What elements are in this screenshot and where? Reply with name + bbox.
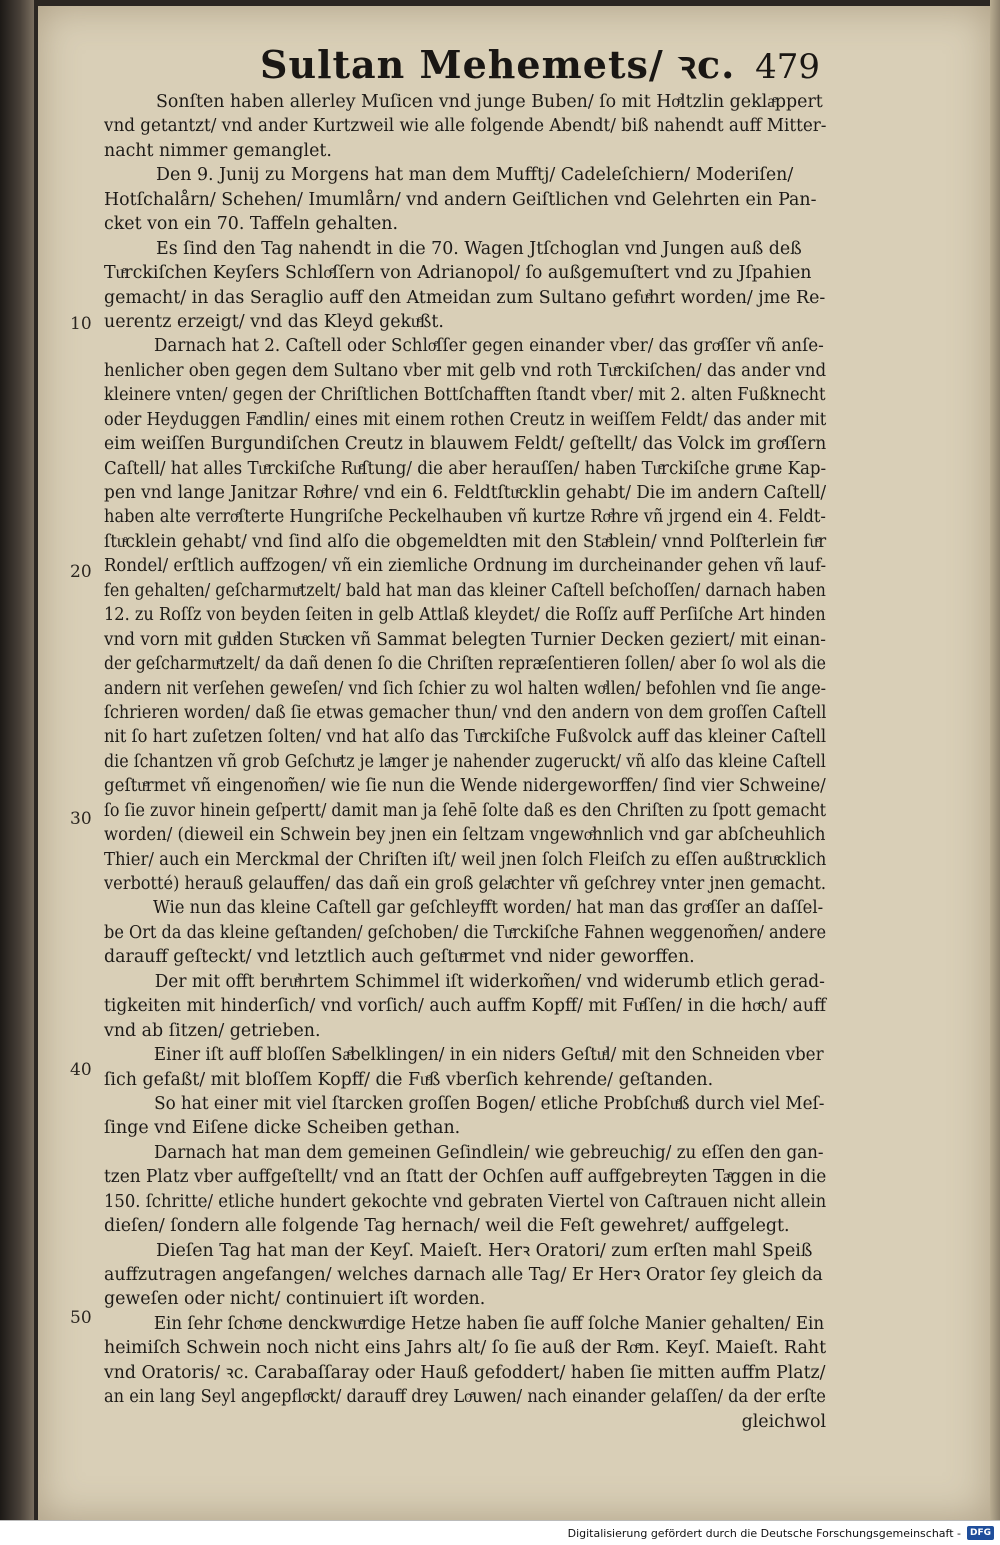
dfg-logo-icon: DFG bbox=[967, 1526, 994, 1540]
text-line: geweſen oder nicht/ continuiert iſt worden. bbox=[104, 1289, 486, 1310]
text-line: heimiſch Schwein noch nicht eins Jahrs alt/ ſo ſie auß der Roͤm. Keyſ. Maieſt. Raht bbox=[104, 1338, 827, 1359]
text-line: tzen Platz vber auffgeſtellt/ vnd an ſtatt der Ochſen auff auffgebreyten Taͤggen in die bbox=[104, 1167, 827, 1188]
text-line: ſinge vnd Eiſene dicke Scheiben gethan. bbox=[104, 1118, 461, 1139]
line-number-40: 40 bbox=[70, 1060, 92, 1080]
text-line: andern nit verſehen geweſen/ vnd ſich ſchier zu wol halten woͤllen/ befohlen vnd ſie ange- bbox=[104, 678, 827, 699]
text-line: ſo ſie zuvor hinein geſpertt/ damit man ja ſehē ſolte daß es den Chriſten zu ſpott gemacht bbox=[104, 800, 827, 821]
text-line: Caſtell/ hat alles Tuͤrckiſche Ruͤſtung/ die aber herauſſen/ haben Tuͤrckiſche gruͤne Kap- bbox=[104, 458, 827, 479]
text-line: haben alte verroͤſterte Hungriſche Peckelhauben vñ kurtze Roͤhre vñ jrgend ein 4. Feldt- bbox=[104, 507, 826, 528]
text-line: eim weiſſen Burgundiſchen Creutz in blauwem Feldt/ geſtellt/ das Volck im groͤſſern bbox=[104, 434, 827, 455]
body-text bbox=[104, 90, 826, 1434]
text-line: Darnach hat man dem gemeinen Geſindlein/ wie gebreuchig/ zu eſſen den gan- bbox=[153, 1142, 824, 1163]
text-line: uerentz erzeigt/ vnd das Kleyd gekuͤßt. bbox=[104, 311, 444, 332]
running-title: Sultan Mehemets/ ꝛc. bbox=[260, 42, 736, 87]
text-line: der geſcharmuͤtzelt/ da dañ denen ſo die Chriſten repræſentieren ſollen/ aber ſo wol als die bbox=[104, 654, 826, 675]
text-line: worden/ (dieweil ein Schwein bey jnen ein ſeltzam vngewoͤhnlich vnd gar abſcheuhlich bbox=[104, 825, 826, 846]
text-line: Den 9. Junij zu Morgens hat man dem Mufftj/ Cadeleſchiern/ Moderiſen/ bbox=[156, 165, 794, 186]
text-line: Tuͤrckiſchen Keyſers Schloͤſſern von Adrianopol/ ſo außgemuſtert vnd zu Jſpahien bbox=[104, 263, 812, 284]
book-spine-shadow bbox=[0, 0, 34, 1520]
text-line: tigkeiten mit hinderſich/ vnd vorſich/ auch auffm Kopff/ mit Fuͤſſen/ in die hoͤch/ auff bbox=[104, 996, 826, 1017]
text-line: Wie nun das kleine Caſtell gar geſchleyfft worden/ hat man das groͤſſer an daſſel- bbox=[152, 898, 824, 919]
text-line: 12. zu Roſſz von beyden ſeiten in gelb Attlaß kleydet/ die Roſſz auff Perſiſche Art hinden bbox=[104, 605, 826, 626]
text-line: ſtuͤcklein gehabt/ vnd ſind alſo die obgemeldten mit den Staͤblein/ vnnd Polſterlein fuͤr bbox=[104, 531, 827, 552]
text-line: Thier/ auch ein Merckmal der Chriſten iſt/ weil jnen ſolch Fleiſch zu eſſen außtruͤcklich bbox=[104, 849, 827, 870]
footer-credit: Digitalisierung gefördert durch die Deutsche Forschungsgemeinschaft - bbox=[567, 1526, 961, 1540]
text-line: darauff geſteckt/ vnd letztlich auch geſtuͤrmet vnd nider geworffen. bbox=[104, 947, 695, 968]
text-line: vnd Oratoris/ ꝛc. Carabaſſaray oder Hauß gefoddert/ haben ſie mitten auffm Platz/ bbox=[104, 1362, 826, 1383]
text-line: an ein lang Seyl angepfloͤckt/ darauff drey Loͤuwen/ nach einander gelaſſen/ da der erſte bbox=[104, 1387, 826, 1408]
page-edge bbox=[990, 0, 1000, 1520]
catchword: gleichwol bbox=[741, 1411, 826, 1432]
line-number-10: 10 bbox=[70, 314, 92, 334]
text-line: ſchrieren worden/ daß ſie etwas gemacher thun/ vnd den andern von dem groſſen Caſtell bbox=[104, 702, 827, 723]
text-line: vnd getantzt/ vnd ander Kurtzweil wie alle folgende Abendt/ biß nahendt auff Mitter- bbox=[104, 116, 827, 137]
text-line: nit ſo hart zuſetzen ſolten/ vnd hat alſo das Tuͤrckiſche Fußvolck auff das kleiner Caſtell bbox=[104, 727, 827, 748]
text-line: auffzutragen angefangen/ welches darnach alle Tag/ Er Herꝛ Orator ſey gleich da bbox=[104, 1265, 823, 1285]
text-line: die ſchantzen vñ grob Geſchuͤtz je laͤnger je nahender zugeruckt/ vñ alſo das kleine Caſtell bbox=[104, 751, 826, 772]
text-line: vnd ab ſitzen/ getrieben. bbox=[104, 1020, 321, 1041]
line-number-50: 50 bbox=[70, 1308, 92, 1328]
line-number-20: 20 bbox=[70, 562, 92, 582]
text-line: geſtuͤrmet vñ eingenom̃en/ wie ſie nun die Wende nidergeworffen/ ſind vier Schweine/ bbox=[104, 776, 826, 797]
text-line: Sonſten haben allerley Muſicen vnd junge Buben/ ſo mit Hoͤltzlin geklaͤppert bbox=[156, 92, 823, 112]
text-line: henlicher oben gegen dem Sultano vber mit gelb vnd roth Tuͤrckiſchen/ das ander vnd bbox=[104, 360, 827, 381]
text-line: Darnach hat 2. Caſtell oder Schloͤſſer gegen einander vber/ das groͤſſer vñ anſe- bbox=[153, 336, 824, 357]
text-line: Ein ſehr ſchoͤne denckwuͤrdige Hetze haben ſie auff ſolche Manier gehalten/ Ein bbox=[153, 1313, 825, 1334]
text-line: dieſen/ ſondern alle folgende Tag hernach/ weil die Feſt gewehret/ auffgelegt. bbox=[104, 1216, 790, 1237]
text-line: fen gehalten/ geſcharmuͤtzelt/ bald hat man das kleiner Caſtell beſchoſſen/ darnach haben bbox=[104, 580, 826, 601]
text-line: ſich gefaßt/ mit bloſſem Kopff/ die Fuͤß vberſich kehrende/ geſtanden. bbox=[104, 1069, 714, 1090]
text-line: vnd vorn mit guͤlden Stuͤcken vñ Sammat belegten Turnier Decken geziert/ mit einan- bbox=[104, 629, 826, 650]
text-line: Es ſind den Tag nahendt in die 70. Wagen Jtſchoglan vnd Jungen auß deß bbox=[156, 238, 802, 259]
text-line: pen vnd lange Janitzar Roͤhre/ vnd ein 6. Feldtſtuͤcklin gehabt/ Die im andern Caſtell/ bbox=[104, 483, 827, 503]
text-line: Hotſchalårn/ Schehen/ Imumlårn/ vnd andern Geiſtlichen vnd Gelehrten ein Pan- bbox=[104, 189, 817, 210]
text-line: oder Heyduggen Faͤndlin/ eines mit einem rothen Creutz in weiſſem Feldt/ das ander mit bbox=[104, 409, 827, 430]
line-number-30: 30 bbox=[70, 809, 92, 829]
text-line: nacht nimmer gemanglet. bbox=[104, 140, 332, 161]
digitization-footer bbox=[0, 1520, 1000, 1545]
text-line: Der mit offt beruͤhrtem Schimmel iſt widerkom̃en/ vnd widerumb etlich gerad- bbox=[154, 971, 825, 992]
text-line: Rondel/ erſtlich auffzogen/ vñ ein ziemliche Ordnung im durcheinander gehen vñ lauf- bbox=[104, 556, 827, 577]
text-line: Einer iſt auff bloſſen Saͤbelklingen/ in ein niders Geſtuͤl/ mit den Schneiden vber bbox=[153, 1045, 824, 1066]
text-line: be Ort da das kleine geſtanden/ geſchoben/ die Tuͤrckiſche Fahnen weggenom̃en/ andere bbox=[104, 922, 827, 943]
page-number: 479 bbox=[755, 47, 820, 87]
text-line: kleinere vnten/ gegen der Chriſtlichen Bottſchafften ſtandt vber/ mit 2. alten Fußknecht bbox=[104, 385, 826, 406]
text-line: 150. ſchritte/ etliche hundert gekochte vnd gebraten Viertel von Caſtrauen nicht allein bbox=[104, 1191, 827, 1212]
page-header bbox=[260, 38, 820, 90]
text-line: cket von ein 70. Taffeln gehalten. bbox=[104, 214, 398, 235]
text-line: gemacht/ in das Seraglio auff den Atmeidan zum Sultano gefuͤhrt worden/ jme Re- bbox=[104, 287, 826, 308]
text-line: verbotté) herauß gelauffen/ das dañ ein groß gelaͤchter vñ geſchrey vnter jnen gemacht. bbox=[104, 874, 826, 894]
text-line: Dieſen Tag hat man der Keyſ. Maieſt. Herꝛ Oratori/ zum erſten mahl Speiß bbox=[156, 1240, 813, 1261]
text-line: So hat einer mit viel ſtarcken groſſen Bogen/ etliche Probſchuͤß durch viel Meſ- bbox=[154, 1093, 825, 1114]
